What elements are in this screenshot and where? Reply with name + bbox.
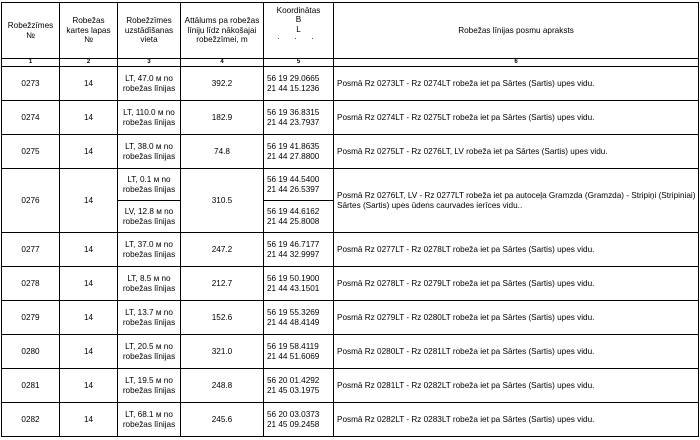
coordinates (264, 169, 334, 201)
coordinates (264, 335, 334, 369)
marker-number: 0278 (2, 267, 60, 301)
coord-l: 21 44 23.7937 (267, 117, 320, 127)
header-row (2, 3, 699, 59)
coordinates (264, 201, 334, 233)
coord-b: 56 19 50.1900 (267, 274, 320, 284)
map-sheet: 14 (60, 169, 118, 233)
distance: 321.0 (181, 335, 264, 369)
header-map-sheet: Robežas kartes lapas № (60, 3, 118, 59)
coordinates (264, 301, 334, 335)
coordinates (264, 101, 334, 135)
coord-l: 21 44 25.8008 (267, 216, 320, 226)
map-sheet: 14 (60, 335, 118, 369)
coord-l: 21 45 03.1975 (267, 385, 320, 395)
map-sheet: 14 (60, 101, 118, 135)
coordinates-title: Koordinātas (276, 6, 321, 15)
coordinates-dots: · · · (277, 34, 320, 44)
distance: 310.5 (181, 169, 264, 233)
coord-b: 56 19 29.0665 (267, 74, 320, 84)
install-place: LT, 20.5 м no robežas līnijas (118, 335, 181, 369)
segment-description: Posmā Rz 0277LT - Rz 0278LT robeža iet pa Sārtes (Sartis) upes vidu. (334, 233, 699, 267)
column-number: 4 (181, 59, 264, 67)
distance: 247.2 (181, 233, 264, 267)
column-number: 2 (60, 59, 118, 67)
map-sheet: 14 (60, 403, 118, 437)
install-place: LV, 12.8 м no robežas līnijas (118, 201, 181, 233)
segment-description: Posmā Rz 0279LT - Rz 0280LT robeža iet pa Sārtes (Sartis) upes vidu. (334, 301, 699, 335)
table-row (2, 335, 699, 369)
table-row (2, 135, 699, 169)
distance: 212.7 (181, 267, 264, 301)
coord-b: 56 19 58.4119 (267, 342, 319, 352)
install-place: LT, 68.1 м no robežas līnijas (118, 403, 181, 437)
header-marker-number: Robežzīmes № (2, 3, 60, 59)
header-distance: Attālums pa robežas līniju līdz nākošajai robežzīmei, m (181, 3, 264, 59)
coord-l: 21 44 27.8800 (267, 151, 320, 161)
column-number-row (2, 59, 699, 67)
marker-number: 0282 (2, 403, 60, 437)
coordinates (264, 403, 334, 437)
header-coordinates (264, 3, 334, 59)
distance: 392.2 (181, 67, 264, 101)
table-row (2, 67, 699, 101)
coord-l: 21 44 43.1501 (267, 283, 320, 293)
coord-l: 21 44 48.4149 (267, 317, 320, 327)
install-place: LT, 110.0 м no robežas līnijas (118, 101, 181, 135)
install-place: LT, 19.5 м no robežas līnijas (118, 369, 181, 403)
column-number: 3 (118, 59, 181, 67)
coord-b: 56 20 01.4292 (267, 376, 320, 386)
install-place: LT, 8.5 м no robežas līnijas (118, 267, 181, 301)
marker-number: 0276 (2, 169, 60, 233)
map-sheet: 14 (60, 301, 118, 335)
table-row (2, 267, 699, 301)
coord-b: 56 19 55.3269 (267, 308, 320, 318)
table-row (2, 101, 699, 135)
segment-description: Posmā Rz 0281LT - Rz 0282LT robeža iet pa Sārtes (Sartis) upes vidu. (334, 369, 699, 403)
table-row (2, 301, 699, 335)
coord-l: 21 44 15.1236 (267, 83, 320, 93)
marker-number: 0279 (2, 301, 60, 335)
table-row (2, 369, 699, 403)
coord-b: 56 19 41.8635 (267, 142, 320, 152)
coord-b: 56 19 44.6162 (267, 207, 320, 217)
install-place: LT, 37.0 м no robežas līnijas (118, 233, 181, 267)
distance: 182.9 (181, 101, 264, 135)
boundary-markers-table (1, 2, 699, 437)
segment-description: Posmā Rz 0273LT - Rz 0274LT robeža iet pa Sārtes (Sartis) upes vidu. (334, 67, 699, 101)
coord-b: 56 19 46.7177 (267, 240, 320, 250)
coordinates-b-label: B (295, 15, 302, 25)
install-place: LT, 38.0 м no robežas līnijas (118, 135, 181, 169)
column-number: 6 (334, 59, 699, 67)
marker-number: 0277 (2, 233, 60, 267)
coordinates (264, 67, 334, 101)
coordinates (264, 369, 334, 403)
segment-description: Posmā Rz 0282LT - Rz 0283LT robeža iet pa Sārtes (Sartis) upes vidu. (334, 403, 699, 437)
header-description: Robežas līnijas posmu apraksts (334, 3, 699, 59)
distance: 152.6 (181, 301, 264, 335)
segment-description: Posmā Rz 0275LT - Rz 0276LT, LV robeža iet pa Sārtes (Sartis) upes vidu. (334, 135, 699, 169)
coord-b: 56 19 44.5400 (267, 175, 320, 185)
column-number: 5 (264, 59, 334, 67)
coordinates (264, 135, 334, 169)
table-row (2, 233, 699, 267)
coord-l: 21 45 09.2458 (267, 419, 320, 429)
map-sheet: 14 (60, 267, 118, 301)
header-install-place: Robežzīmes uzstādīšanas vieta (118, 3, 181, 59)
coordinates-l-label: L (296, 24, 301, 34)
map-sheet: 14 (60, 369, 118, 403)
install-place: LT, 0.1 м no robežas līnijas (118, 169, 181, 201)
distance: 245.6 (181, 403, 264, 437)
marker-number: 0281 (2, 369, 60, 403)
segment-description: Posmā Rz 0274LT - Rz 0275LT robeža iet pa Sārtes (Sartis) upes vidu. (334, 101, 699, 135)
coord-l: 21 44 26.5397 (267, 184, 320, 194)
distance: 74.8 (181, 135, 264, 169)
coord-l: 21 44 51.6069 (267, 351, 320, 361)
coordinates (264, 233, 334, 267)
segment-description: Posmā Rz 0280LT - Rz 0281LT robeža iet pa Sārtes (Sartis) upes vidu. (334, 335, 699, 369)
install-place: LT, 13.7 м no robežas līnijas (118, 301, 181, 335)
coord-b: 56 19 36.8315 (267, 108, 320, 118)
coord-b: 56 20 03.0373 (267, 410, 320, 420)
marker-number: 0274 (2, 101, 60, 135)
map-sheet: 14 (60, 135, 118, 169)
distance: 248.8 (181, 369, 264, 403)
coord-l: 21 44 32.9997 (267, 249, 320, 259)
map-sheet: 14 (60, 67, 118, 101)
marker-number: 0273 (2, 67, 60, 101)
column-number: 1 (2, 59, 60, 67)
segment-description: Posmā Rz 0276LT, LV - Rz 0277LT robeža iet pa autoceļa Gramzda (Gramzda) - Stripiņi (Stripiniai) Sārtes (Sartis) upes ūdens caurvades ierīces vidu.. (334, 169, 699, 233)
marker-number: 0280 (2, 335, 60, 369)
segment-description: Posmā Rz 0278LT - Rz 0279LT robeža iet pa Sārtes (Sartis) upes vidu. (334, 267, 699, 301)
table-row (2, 403, 699, 437)
coordinates (264, 267, 334, 301)
marker-number: 0275 (2, 135, 60, 169)
map-sheet: 14 (60, 233, 118, 267)
install-place: LT, 47.0 м no robežas līnijas (118, 67, 181, 101)
table-row (2, 169, 699, 201)
